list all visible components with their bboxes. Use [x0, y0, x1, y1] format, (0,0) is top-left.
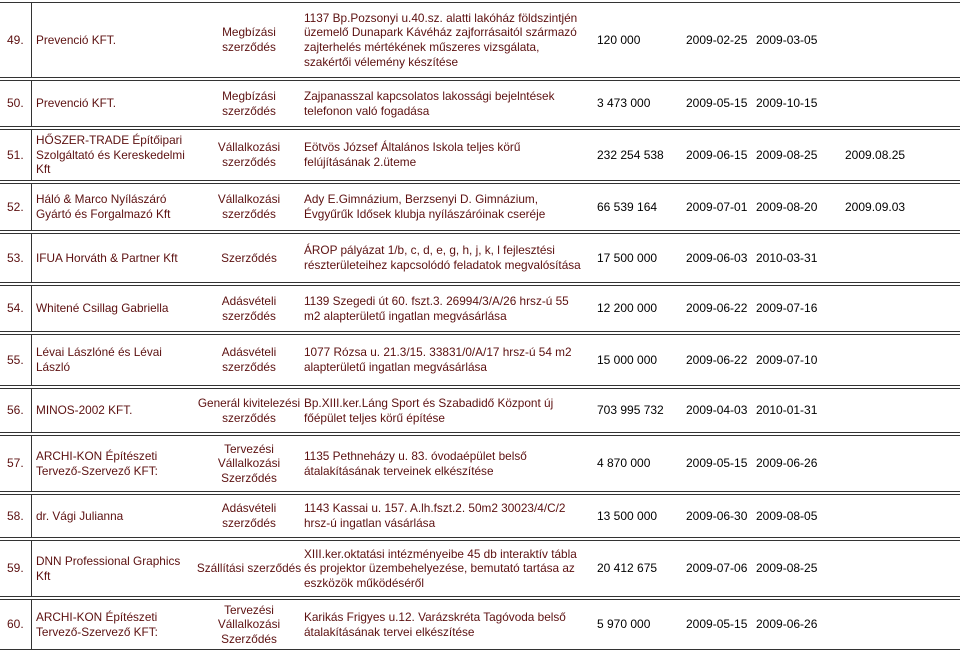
- start-date: 2009-05-15: [686, 96, 748, 111]
- row-number: 50.: [7, 96, 24, 111]
- end-date: 2009-06-26: [756, 617, 818, 632]
- contractor-name: DNN Professional Graphics Kft: [36, 553, 181, 583]
- contract-amount: 20 412 675: [597, 561, 658, 576]
- contract-amount: 120 000: [597, 32, 641, 47]
- contract-subject: 1077 Rózsa u. 21.3/15. 33831/0/A/17 hrsz-ú 54 m2 alapterületű ingatlan megvásárlása: [304, 345, 572, 374]
- contract-amount: 15 000 000: [597, 352, 658, 367]
- contractor-name: MINOS-2002 KFT.: [36, 403, 133, 418]
- completion-date: [845, 495, 917, 537]
- end-date: 2010-01-31: [756, 403, 818, 418]
- row-number: 57.: [7, 456, 24, 471]
- contract-subject: ÁROP pályázat 1/b, c, d, e, g, h, j, k, l fejlesztési részterületeihez kapcsolódó feladatok megvalósítása: [304, 243, 581, 272]
- end-date: 2009-10-15: [756, 96, 818, 111]
- contract-type: Vállalkozási szerződés: [217, 140, 281, 169]
- table-row: [0, 285, 960, 332]
- contract-subject: Bp.XIII.ker.Láng Sport és Szabadidő Központ új főépület teljes körű építése: [304, 395, 554, 425]
- contract-subject: Karikás Frigyes u.12. Varázskréta Tagóvoda belső átalakításának tervei elkészítése: [304, 609, 566, 639]
- table-row: [0, 80, 960, 127]
- end-date: 2009-06-26: [756, 456, 818, 471]
- table-row: [0, 334, 960, 386]
- row-number: 51.: [7, 147, 24, 162]
- start-date: 2009-06-30: [686, 508, 748, 523]
- table-row: [0, 129, 960, 181]
- completion-date: [845, 600, 917, 649]
- contract-amount: 4 870 000: [597, 456, 651, 471]
- contractor-name: ARCHI-KON Építészeti Tervező-Szervező KFT:: [36, 609, 158, 639]
- end-date: 2009-08-20: [756, 199, 818, 214]
- end-date: 2009-08-25: [756, 147, 818, 162]
- row-number: 55.: [7, 352, 24, 367]
- row-number: 54.: [7, 301, 24, 316]
- end-date: 2010-03-31: [756, 250, 818, 265]
- table-row: [0, 599, 960, 650]
- completion-date: 2009.09.03: [845, 199, 906, 214]
- table-row: [0, 494, 960, 538]
- contractor-name: ARCHI-KON Építészeti Tervező-Szervező KFT:: [36, 448, 158, 478]
- completion-date: [845, 234, 917, 282]
- contract-type: Tervezési Vállalkozási Szerződés: [217, 441, 281, 485]
- contract-type: Szerződés: [221, 250, 277, 265]
- row-number: 53.: [7, 250, 24, 265]
- start-date: 2009-04-03: [686, 403, 748, 418]
- contract-amount: 66 539 164: [597, 199, 658, 214]
- end-date: 2009-07-10: [756, 352, 818, 367]
- start-date: 2009-02-25: [686, 32, 748, 47]
- start-date: 2009-07-01: [686, 199, 748, 214]
- contractor-name: Prevenció KFT.: [36, 32, 116, 47]
- start-date: 2009-05-15: [686, 456, 748, 471]
- contract-subject: 1137 Bp.Pozsonyi u.40.sz. alatti lakóház földszintjén üzemelő Dunapark Kávéház zajforrásaitól származó zajterhelés mértékének műszeres vizsgálata, szakértői vélemény készítése: [304, 10, 578, 69]
- table-row: [0, 540, 960, 597]
- table-row: [0, 183, 960, 231]
- contract-type: Tervezési Vállalkozási Szerződés: [217, 602, 281, 646]
- contract-amount: 5 970 000: [597, 617, 651, 632]
- row-number: 58.: [7, 508, 24, 523]
- contract-type: Szállítási szerződés: [196, 561, 302, 576]
- contract-amount: 703 995 732: [597, 403, 664, 418]
- contract-subject: 1135 Pethneházy u. 83. óvodaépület belső átalakításának terveinek elkészítése: [304, 448, 527, 478]
- start-date: 2009-06-03: [686, 250, 748, 265]
- contract-type: Adásvételi szerződés: [221, 501, 277, 530]
- contract-amount: 13 500 000: [597, 508, 658, 523]
- contractor-name: Prevenció KFT.: [36, 96, 116, 111]
- start-date: 2009-06-22: [686, 301, 748, 316]
- row-number: 56.: [7, 403, 24, 418]
- contract-subject: Zajpanasszal kapcsolatos lakossági bejelntések telefonon való fogadása: [304, 88, 555, 118]
- completion-date: [845, 81, 917, 126]
- end-date: 2009-08-25: [756, 561, 818, 576]
- row-number: 52.: [7, 199, 24, 214]
- contractor-name: Whitené Csillag Gabriella: [36, 301, 169, 316]
- completion-date: 2009.08.25: [845, 147, 906, 162]
- contract-subject: 1139 Szegedi út 60. fszt.3. 26994/3/A/26 hrsz-ú 55 m2 alapterületű ingatlan megvásárlása: [304, 293, 569, 323]
- end-date: 2009-03-05: [756, 32, 818, 47]
- contractor-name: Lévai Lászlóné és Lévai László: [36, 345, 162, 374]
- row-number: 49.: [7, 32, 24, 47]
- table-row: [0, 2, 960, 78]
- contract-type: Megbízási szerződés: [222, 25, 276, 54]
- contractor-name: dr. Vági Julianna: [36, 508, 124, 523]
- contract-type: Adásvételi szerződés: [221, 293, 277, 323]
- start-date: 2009-06-22: [686, 352, 748, 367]
- row-number: 59.: [7, 561, 24, 576]
- contractor-name: HŐSZER-TRADE Építőipari Szolgáltató és Kereskedelmi Kft: [36, 133, 185, 177]
- completion-date: [845, 541, 917, 596]
- completion-date: [845, 436, 917, 491]
- contractor-name: Háló & Marco Nyílászáró Gyártó és Forgalmazó Kft: [36, 192, 171, 221]
- completion-date: [845, 3, 917, 77]
- contract-amount: 17 500 000: [597, 250, 658, 265]
- contract-subject: XIII.ker.oktatási intézményeibe 45 db interaktív tábla és projektor üzembehelyezése, bemutató tartása az eszközök működéséről: [304, 546, 577, 590]
- contract-type: Generál kivitelezési szerződés: [197, 395, 301, 425]
- end-date: 2009-07-16: [756, 301, 818, 316]
- table-row: [0, 388, 960, 433]
- row-number: 60.: [7, 617, 24, 632]
- contractor-name: IFUA Horváth & Partner Kft: [36, 250, 178, 265]
- completion-date: [845, 335, 917, 385]
- contract-type: Megbízási szerződés: [222, 88, 276, 118]
- contract-amount: 12 200 000: [597, 301, 658, 316]
- start-date: 2009-05-15: [686, 617, 748, 632]
- contract-subject: 1143 Kassai u. 157. A.lh.fszt.2. 50m2 30023/4/C/2 hrsz-ú ingatlan vásárlása: [304, 501, 566, 530]
- completion-date: [845, 286, 917, 331]
- table-row: [0, 233, 960, 283]
- contract-type: Vállalkozási szerződés: [217, 192, 281, 221]
- contract-amount: 232 254 538: [597, 147, 664, 162]
- start-date: 2009-07-06: [686, 561, 748, 576]
- contract-type: Adásvételi szerződés: [221, 345, 277, 374]
- completion-date: [845, 389, 917, 432]
- contract-subject: Ady E.Gimnázium, Berzsenyi D. Gimnázium, Évgyűrűk Idősek klubja nyílászáróinak cseréje: [304, 192, 546, 221]
- contract-subject: Eötvös József Általános Iskola teljes körű felújításának 2.üteme: [304, 140, 521, 169]
- contract-amount: 3 473 000: [597, 96, 651, 111]
- table-row: [0, 435, 960, 492]
- start-date: 2009-06-15: [686, 147, 748, 162]
- end-date: 2009-08-05: [756, 508, 818, 523]
